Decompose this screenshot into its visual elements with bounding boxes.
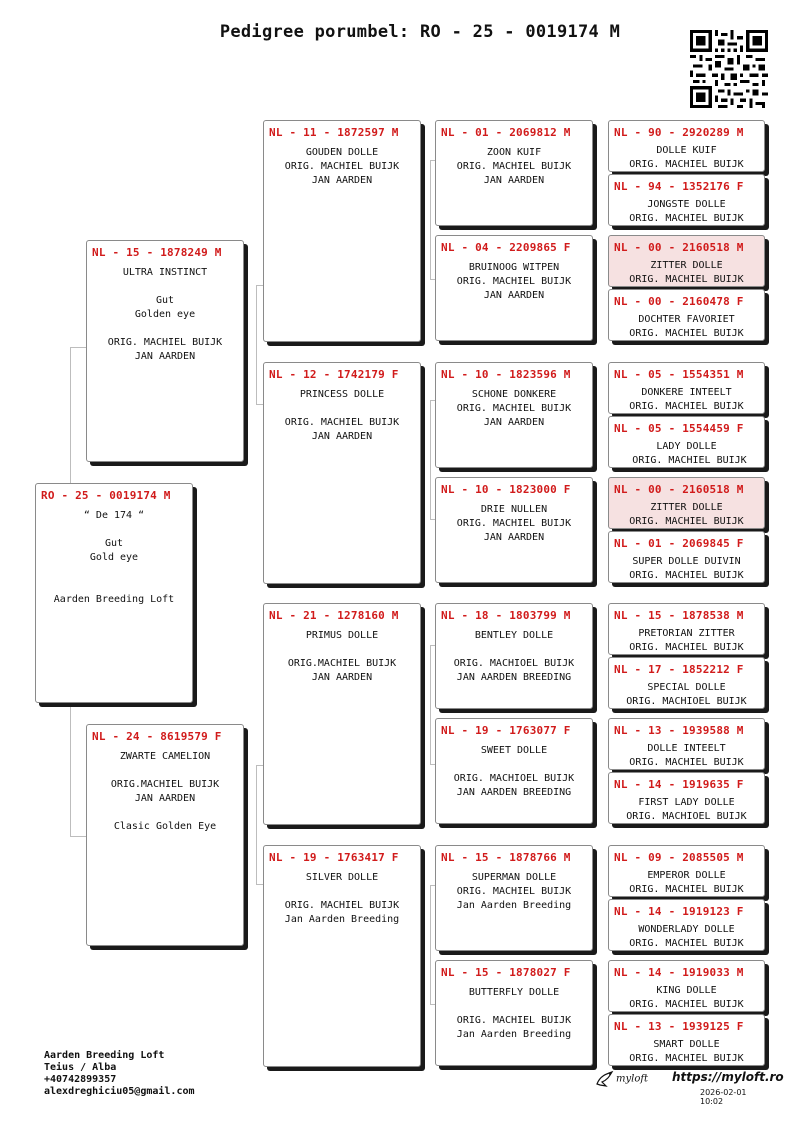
ring-number: RO - 25 - 0019174 M [41, 489, 171, 502]
pigeon-details: DOCHTER FAVORIET ORIG. MACHIEL BUIJK [629, 314, 744, 339]
ring-number: NL - 05 - 1554459 F [614, 422, 744, 435]
pigeon-card-gen4[interactable] [608, 718, 765, 770]
pigeon-details: LADY DOLLE ORIG. MACHIEL BUIJK [632, 441, 747, 466]
pigeon-card-gen3[interactable] [435, 477, 593, 583]
pigeon-card-gen4[interactable] [608, 362, 765, 414]
pigeon-details: BUTTERFLY DOLLE ORIG. MACHIEL BUIJK Jan Aarden Breeding [456, 987, 572, 1040]
pigeon-card-gen3[interactable] [435, 845, 593, 951]
ring-number: NL - 15 - 1878027 F [441, 966, 571, 979]
pigeon-details: SWEET DOLLE ORIG. MACHIOEL BUIJK JAN AARDEN BREEDING [453, 745, 575, 798]
ring-number: NL - 90 - 2920289 M [614, 126, 744, 139]
owner-info [44, 1050, 195, 1098]
ring-number: NL - 15 - 1878766 M [441, 851, 571, 864]
pigeon-card-gen4[interactable] [608, 603, 765, 655]
pigeon-card-sire[interactable] [86, 240, 244, 462]
pigeon-card-gen4[interactable] [608, 120, 765, 172]
pigeon-details: PRIMUS DOLLE ORIG.MACHIEL BUIJK JAN AARDEN [287, 630, 397, 683]
pigeon-card-gen3[interactable] [435, 718, 593, 824]
pigeon-details: BRUINOOG WITPEN ORIG. MACHIEL BUIJK JAN AARDEN [456, 262, 572, 301]
location: Teius / Alba [44, 1062, 117, 1073]
pigeon-card-gen4[interactable] [608, 960, 765, 1012]
pigeon-card-gen2[interactable] [263, 362, 421, 584]
ring-number: NL - 10 - 1823000 F [441, 483, 571, 496]
ring-number: NL - 15 - 1878538 M [614, 609, 744, 622]
pigeon-details: WONDERLADY DOLLE ORIG. MACHIEL BUIJK [629, 924, 744, 949]
ring-number: NL - 19 - 1763417 F [269, 851, 399, 864]
pigeon-details: GOUDEN DOLLE ORIG. MACHIEL BUIJK JAN AARDEN [284, 147, 400, 186]
ring-number: NL - 19 - 1763077 F [441, 724, 571, 737]
pigeon-card-gen3[interactable] [435, 235, 593, 341]
ring-number: NL - 24 - 8619579 F [92, 730, 222, 743]
pigeon-card-gen4[interactable] [608, 1014, 765, 1066]
pigeon-details: DOLLE KUIF ORIG. MACHIEL BUIJK [629, 145, 744, 170]
pigeon-details: SILVER DOLLE ORIG. MACHIEL BUIJK Jan Aarden Breeding [284, 872, 400, 925]
pigeon-card-gen3[interactable] [435, 603, 593, 709]
ring-number: NL - 14 - 1919635 F [614, 778, 744, 791]
pigeon-details: KING DOLLE ORIG. MACHIEL BUIJK [629, 985, 744, 1010]
timestamp: 2026-02-01 10:02 [700, 1088, 747, 1106]
pigeon-details: SPECIAL DOLLE ORIG. MACHIOEL BUIJK [626, 682, 747, 707]
ring-number: NL - 05 - 1554351 M [614, 368, 744, 381]
website-link[interactable]: https://myloft.ro [672, 1070, 784, 1084]
pigeon-details: DOLLE INTEELT ORIG. MACHIEL BUIJK [629, 743, 744, 768]
pigeon-card-gen4[interactable] [608, 772, 765, 824]
pigeon-card-gen4[interactable] [608, 235, 765, 287]
branding [594, 1068, 784, 1106]
loft-name: Aarden Breeding Loft [44, 1050, 165, 1061]
pigeon-card-gen2[interactable] [263, 845, 421, 1067]
ring-number: NL - 01 - 2069845 F [614, 537, 744, 550]
ring-number: NL - 13 - 1939588 M [614, 724, 744, 737]
ring-number: NL - 13 - 1939125 F [614, 1020, 744, 1033]
pigeon-card-subject[interactable] [35, 483, 193, 703]
ring-number: NL - 00 - 2160478 F [614, 295, 744, 308]
ring-number: NL - 04 - 2209865 F [441, 241, 571, 254]
ring-number: NL - 14 - 1919033 M [614, 966, 744, 979]
pigeon-card-gen4[interactable] [608, 657, 765, 709]
ring-number: NL - 12 - 1742179 F [269, 368, 399, 381]
ring-number: NL - 21 - 1278160 M [269, 609, 399, 622]
pigeon-details: FIRST LADY DOLLE ORIG. MACHIOEL BUIJK [626, 797, 747, 822]
pigeon-card-gen3[interactable] [435, 362, 593, 468]
ring-number: NL - 00 - 2160518 M [614, 483, 744, 496]
pigeon-card-gen3[interactable] [435, 960, 593, 1066]
pigeon-details: DRIE NULLEN ORIG. MACHIEL BUIJK JAN AARDEN [456, 504, 572, 543]
ring-number: NL - 15 - 1878249 M [92, 246, 222, 259]
connector [70, 705, 86, 837]
pigeon-card-gen4[interactable] [608, 477, 765, 529]
ring-number: NL - 09 - 2085505 M [614, 851, 744, 864]
pigeon-card-gen4[interactable] [608, 289, 765, 341]
ring-number: NL - 14 - 1919123 F [614, 905, 744, 918]
pigeon-details: ZITTER DOLLE ORIG. MACHIEL BUIJK [629, 260, 744, 285]
email[interactable]: alexdreghiciu05@gmail.com [44, 1086, 195, 1097]
logo-text: myloft [616, 1073, 649, 1085]
pigeon-card-gen4[interactable] [608, 174, 765, 226]
pigeon-details: EMPEROR DOLLE ORIG. MACHIEL BUIJK [629, 870, 744, 895]
myloft-logo [594, 1068, 648, 1090]
pigeon-details: ZITTER DOLLE ORIG. MACHIEL BUIJK [629, 502, 744, 527]
connector [70, 347, 86, 485]
pigeon-details: SUPER DOLLE DUIVIN ORIG. MACHIEL BUIJK [629, 556, 744, 581]
pigeon-card-gen3[interactable] [435, 120, 593, 226]
ring-number: NL - 94 - 1352176 F [614, 180, 744, 193]
pigeon-logo-icon [594, 1068, 616, 1090]
phone[interactable]: +40742899357 [44, 1074, 117, 1085]
pigeon-details: DONKERE INTEELT ORIG. MACHIEL BUIJK [629, 387, 744, 412]
pigeon-card-gen2[interactable] [263, 603, 421, 825]
ring-number: NL - 01 - 2069812 M [441, 126, 571, 139]
pigeon-details: PRINCESS DOLLE ORIG. MACHIEL BUIJK JAN AARDEN [284, 389, 400, 442]
pigeon-details: SUPERMAN DOLLE ORIG. MACHIEL BUIJK Jan Aarden Breeding [456, 872, 572, 911]
pigeon-details: JONGSTE DOLLE ORIG. MACHIEL BUIJK [629, 199, 744, 224]
pigeon-details: ZOON KUIF ORIG. MACHIEL BUIJK JAN AARDEN [456, 147, 572, 186]
page-title: Pedigree porumbel: RO - 25 - 0019174 M [219, 22, 621, 42]
qr-code [690, 30, 768, 108]
pigeon-details: BENTLEY DOLLE ORIG. MACHIOEL BUIJK JAN AARDEN BREEDING [453, 630, 575, 683]
ring-number: NL - 17 - 1852212 F [614, 663, 744, 676]
ring-number: NL - 11 - 1872597 M [269, 126, 399, 139]
pigeon-card-gen4[interactable] [608, 845, 765, 897]
pigeon-details: SCHONE DONKERE ORIG. MACHIEL BUIJK JAN AARDEN [456, 389, 572, 428]
pigeon-details: “ De 174 “ Gut Gold eye Aarden Breeding Loft [53, 510, 175, 605]
pigeon-card-dam[interactable] [86, 724, 244, 946]
pigeon-details: SMART DOLLE ORIG. MACHIEL BUIJK [629, 1039, 744, 1064]
pigeon-card-gen4[interactable] [608, 899, 765, 951]
pigeon-card-gen2[interactable] [263, 120, 421, 342]
pigeon-details: PRETORIAN ZITTER ORIG. MACHIEL BUIJK [629, 628, 744, 653]
ring-number: NL - 00 - 2160518 M [614, 241, 744, 254]
pigeon-card-gen4[interactable] [608, 531, 765, 583]
pigeon-details: ZWARTE CAMELION ORIG.MACHIEL BUIJK JAN AARDEN Clasic Golden Eye [110, 751, 220, 832]
pigeon-card-gen4[interactable] [608, 416, 765, 468]
pigeon-details: ULTRA INSTINCT Gut Golden eye ORIG. MACHIEL BUIJK JAN AARDEN [107, 267, 223, 362]
ring-number: NL - 18 - 1803799 M [441, 609, 571, 622]
ring-number: NL - 10 - 1823596 M [441, 368, 571, 381]
